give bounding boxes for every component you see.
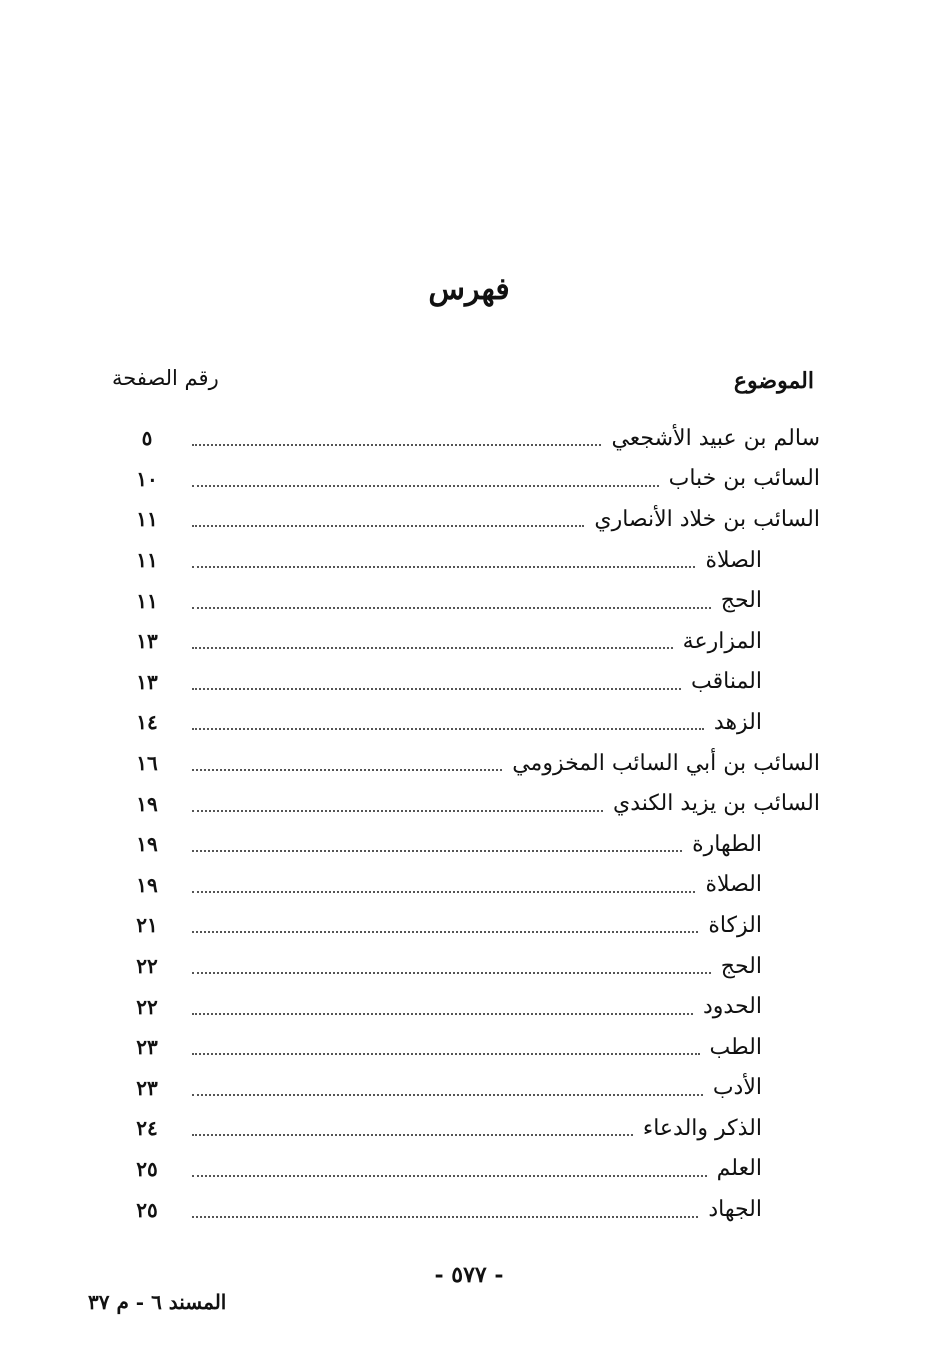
toc-entry-title: الصلاة (705, 872, 762, 898)
page-number: - ٥٧٧ - (434, 1262, 504, 1288)
toc-entry-page-number: ٥ (141, 426, 153, 451)
toc-entry (120, 783, 820, 824)
toc-entry-page-number: ١٩ (136, 872, 158, 897)
toc-entry (120, 1068, 820, 1109)
toc-entry-page-number: ١٩ (136, 832, 158, 857)
toc-entry-title: الأدب (712, 1075, 762, 1101)
toc-entry (120, 905, 820, 946)
dot-leader (192, 566, 695, 568)
dot-leader (192, 1175, 707, 1177)
toc-entry (120, 824, 820, 865)
toc-entry-page-number: ٢٥ (136, 1156, 158, 1181)
toc-entry-title: الحج (720, 953, 762, 979)
toc-entry-title: الطهارة (692, 831, 762, 857)
dot-leader (192, 728, 704, 730)
dot-leader (192, 607, 711, 609)
toc-entry (120, 986, 820, 1027)
dot-leader (192, 525, 584, 527)
dot-leader (192, 1216, 698, 1218)
toc-entry-title: الطب (709, 1034, 762, 1060)
toc-entry-title: السائب بن خلاد الأنصاري (594, 506, 820, 532)
toc-entry-page-number: ١١ (136, 507, 158, 532)
toc-entry-title: الذكر والدعاء (642, 1115, 762, 1141)
dot-leader (192, 1094, 703, 1096)
toc-entry-title: العلم (716, 1156, 762, 1182)
toc-entry-page-number: ١٩ (136, 791, 158, 816)
toc-entry-page-number: ٢٤ (136, 1116, 158, 1141)
dot-leader (192, 810, 603, 812)
toc-entry-title: الزهد (713, 709, 762, 735)
toc-entry (120, 580, 820, 621)
toc-entry-title: الصلاة (705, 547, 762, 573)
toc-entry-title: السائب بن أبي السائب المخزومي (512, 750, 820, 776)
dot-leader (192, 444, 601, 446)
toc-entry (120, 662, 820, 703)
toc-entry-title: سالم بن عبيد الأشجعي (611, 425, 820, 451)
toc-entry (120, 1027, 820, 1068)
toc-entry (120, 702, 820, 743)
toc-entry-title: الزكاة (708, 912, 762, 938)
toc-entry-page-number: ٢١ (136, 913, 158, 938)
dot-leader (192, 1013, 693, 1015)
toc-entry-title: المناقب (691, 669, 762, 695)
toc-entry (120, 1108, 820, 1149)
toc-entry-title: المزارعة (682, 628, 762, 654)
toc-entry-title: الجهاد (708, 1197, 762, 1223)
dot-leader (192, 931, 698, 933)
toc-entry (120, 499, 820, 540)
toc-entry-title: السائب بن خباب (668, 466, 820, 492)
toc-entry-page-number: ١١ (136, 588, 158, 613)
dot-leader (192, 485, 659, 487)
toc-entry-title: السائب بن يزيد الكندي (612, 791, 820, 817)
toc-entry-page-number: ١٠ (136, 466, 158, 491)
dot-leader (192, 972, 711, 974)
table-of-contents (120, 418, 820, 1230)
toc-entry-title: الحج (720, 588, 762, 614)
column-header-page-number: رقم الصفحة (112, 366, 219, 390)
toc-entry-page-number: ١١ (136, 548, 158, 573)
toc-entry (120, 1149, 820, 1190)
toc-entry-page-number: ٢٥ (136, 1197, 158, 1222)
dot-leader (192, 1134, 633, 1136)
dot-leader (192, 769, 502, 771)
toc-entry-page-number: ١٤ (136, 710, 158, 735)
toc-entry-page-number: ١٣ (136, 669, 158, 694)
toc-entry-title: الحدود (703, 994, 762, 1020)
toc-entry-page-number: ٢٢ (136, 994, 158, 1019)
toc-entry (120, 1189, 820, 1230)
dot-leader (192, 647, 673, 649)
page-title: فهرس (428, 272, 510, 307)
toc-entry (120, 946, 820, 987)
printer-signature: المسند ٦ - م ٣٧ (88, 1290, 227, 1314)
toc-entry (120, 621, 820, 662)
toc-entry (120, 540, 820, 581)
toc-entry-page-number: ٢٣ (136, 1075, 158, 1100)
toc-entry (120, 865, 820, 906)
toc-entry-page-number: ٢٢ (136, 954, 158, 979)
column-header-topic: الموضوع (733, 368, 814, 394)
toc-entry (120, 459, 820, 500)
dot-leader (192, 850, 682, 852)
dot-leader (192, 891, 695, 893)
toc-entry-page-number: ١٣ (136, 629, 158, 654)
dot-leader (192, 1053, 700, 1055)
toc-entry (120, 743, 820, 784)
toc-entry (120, 418, 820, 459)
dot-leader (192, 688, 681, 690)
toc-entry-page-number: ٢٣ (136, 1035, 158, 1060)
toc-entry-page-number: ١٦ (136, 751, 158, 776)
